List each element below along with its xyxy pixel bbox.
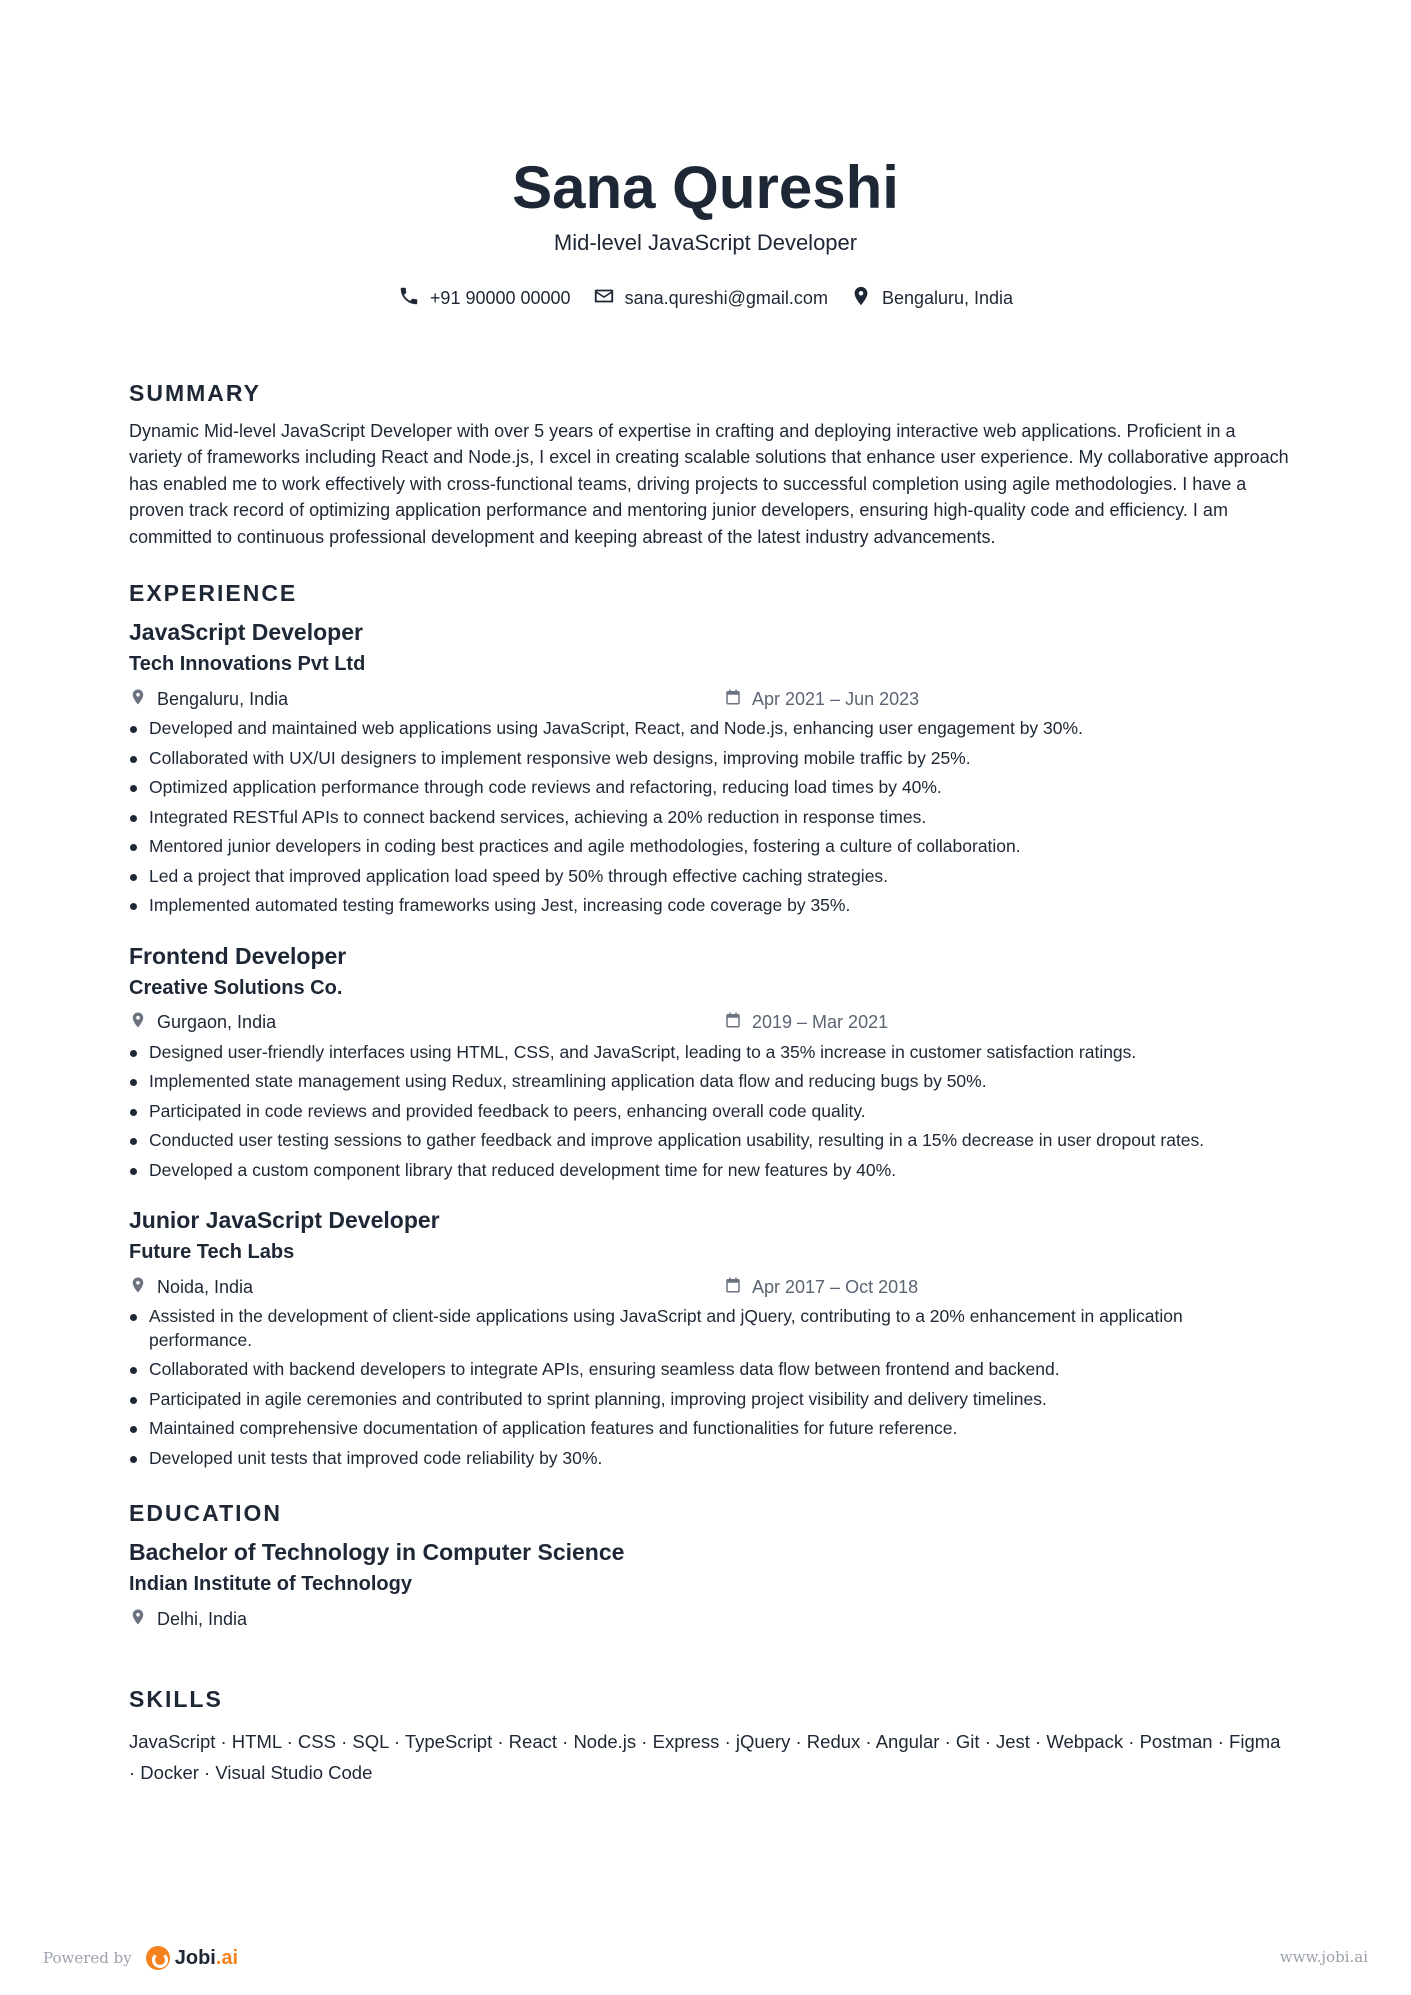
job-dates-text: Apr 2021 – Jun 2023 bbox=[752, 688, 920, 709]
job-title: Junior JavaScript Developer bbox=[129, 1207, 440, 1234]
summary-heading: SUMMARY bbox=[129, 380, 261, 406]
job-location bbox=[129, 1011, 724, 1034]
phone-icon bbox=[398, 285, 420, 312]
list-item: Collaborated with backend developers to integrate APIs, ensuring seamless data flow between frontend and backend. bbox=[129, 1358, 1289, 1382]
job-title: Frontend Developer bbox=[129, 942, 347, 969]
education-heading: EDUCATION bbox=[129, 1500, 283, 1527]
job-meta bbox=[129, 1010, 1289, 1036]
experience-section bbox=[129, 578, 1289, 1470]
job-location-text: Bengaluru, India bbox=[157, 688, 289, 709]
list-item: Participated in agile ceremonies and contributed to sprint planning, improving project visibility and delivery timelines. bbox=[129, 1388, 1289, 1412]
job-location bbox=[129, 1276, 724, 1299]
summary-text: Dynamic Mid-level JavaScript Developer with over 5 years of expertise in crafting and deploying interactive web applications. Proficient in a variety of frameworks including React and Node.js, I excel in creating scalable solutions that enhance user experience. My collaborative approach has enabled me to work effectively with cross-functional teams, driving projects to successful completion using agile methodologies. I have a proven track record of optimizing application performance and mentoring junior developers, ensuring high-quality code and efficiency. I am committed to continuous professional development and keeping abreast of the latest industry advancements. bbox=[129, 421, 1289, 547]
education-entry bbox=[129, 1536, 1289, 1632]
phone-number: +91 90000 00000 bbox=[429, 288, 571, 308]
candidate-name: Sana Qureshi bbox=[512, 154, 899, 221]
contact-email bbox=[593, 285, 828, 312]
list-item: Integrated RESTful APIs to connect backend services, achieving a 20% reduction in response times. bbox=[129, 806, 1289, 830]
summary-section bbox=[129, 378, 1289, 550]
job-meta bbox=[129, 1274, 1289, 1300]
list-item: Developed a custom component library that reduced development time for new features by 40%. bbox=[129, 1159, 1289, 1183]
education-section bbox=[129, 1498, 1289, 1632]
job-location bbox=[129, 688, 724, 711]
list-item: Developed unit tests that improved code reliability by 30%. bbox=[129, 1447, 1289, 1471]
resume-header bbox=[0, 150, 1411, 312]
job-dates bbox=[724, 688, 919, 711]
email-address: sana.qureshi@gmail.com bbox=[624, 288, 828, 308]
list-item: Collaborated with UX/UI designers to implement responsive web designs, improving mobile traffic by 25%. bbox=[129, 747, 1289, 771]
powered-by-text: Powered by bbox=[43, 1949, 132, 1967]
company-name: Creative Solutions Co. bbox=[129, 976, 343, 999]
logo-main-text: Jobi bbox=[174, 1946, 216, 1969]
contact-location bbox=[850, 285, 1013, 312]
experience-entry bbox=[129, 1204, 1289, 1470]
map-pin-icon bbox=[129, 1011, 147, 1034]
map-pin-icon bbox=[129, 1276, 147, 1299]
experience-entry bbox=[129, 940, 1289, 1183]
job-meta bbox=[129, 686, 1289, 712]
education-location bbox=[129, 1608, 724, 1631]
logo-suffix-text: .ai bbox=[215, 1946, 239, 1969]
list-item: Assisted in the development of client-side applications using JavaScript and jQuery, contributing to a 20% enhancement in application performance. bbox=[129, 1305, 1289, 1352]
list-item: Designed user-friendly interfaces using HTML, CSS, and JavaScript, leading to a 35% increase in customer satisfaction ratings. bbox=[129, 1041, 1289, 1065]
list-item: Maintained comprehensive documentation of application features and functionalities for future reference. bbox=[129, 1417, 1289, 1441]
skills-list: JavaScript · HTML · CSS · SQL · TypeScript · React · Node.js · Express · jQuery · Redux · Angular · Git · Jest · Webpack · Postman · Figma · Docker · Visual Studio Code bbox=[129, 1731, 1281, 1784]
job-dates-text: Apr 2017 – Oct 2018 bbox=[752, 1276, 919, 1297]
map-pin-icon bbox=[850, 285, 872, 312]
envelope-icon bbox=[593, 285, 615, 312]
job-bullets bbox=[129, 1305, 1289, 1470]
list-item: Implemented automated testing frameworks using Jest, increasing code coverage by 35%. bbox=[129, 894, 1289, 918]
list-item: Mentored junior developers in coding best practices and agile methodologies, fostering a culture of collaboration. bbox=[129, 835, 1289, 859]
map-pin-icon bbox=[129, 1608, 147, 1631]
list-item: Conducted user testing sessions to gather feedback and improve application usability, resulting in a 15% decrease in user dropout rates. bbox=[129, 1129, 1289, 1153]
education-location-text: Delhi, India bbox=[157, 1608, 248, 1629]
job-bullets bbox=[129, 1041, 1289, 1183]
list-item: Led a project that improved application load speed by 50% through effective caching strategies. bbox=[129, 865, 1289, 889]
calendar-icon bbox=[724, 1011, 742, 1034]
job-dates bbox=[724, 1276, 918, 1299]
location-text: Bengaluru, India bbox=[881, 288, 1014, 308]
degree-title: Bachelor of Technology in Computer Science bbox=[129, 1539, 625, 1566]
footer-website-link[interactable]: www.jobi.ai bbox=[1279, 1948, 1368, 1966]
footer-branding bbox=[43, 1946, 238, 1970]
list-item: Implemented state management using Redux, streamlining application data flow and reducing bugs by 50%. bbox=[129, 1070, 1289, 1094]
jobi-logo[interactable] bbox=[146, 1946, 238, 1970]
job-location-text: Noida, India bbox=[157, 1276, 254, 1297]
list-item: Developed and maintained web applications using JavaScript, React, and Node.js, enhancing user engagement by 30%. bbox=[129, 717, 1289, 741]
job-title: JavaScript Developer bbox=[129, 619, 363, 646]
skills-heading: SKILLS bbox=[129, 1686, 223, 1713]
job-location-text: Gurgaon, India bbox=[157, 1012, 277, 1033]
calendar-icon bbox=[724, 1276, 742, 1299]
job-bullets bbox=[129, 717, 1289, 918]
job-dates bbox=[724, 1011, 888, 1034]
job-dates-text: 2019 – Mar 2021 bbox=[752, 1012, 889, 1033]
candidate-title: Mid-level JavaScript Developer bbox=[553, 230, 858, 255]
resume-body bbox=[129, 378, 1289, 1788]
school-name: Indian Institute of Technology bbox=[129, 1573, 412, 1596]
map-pin-icon bbox=[129, 688, 147, 711]
company-name: Tech Innovations Pvt Ltd bbox=[129, 653, 366, 676]
list-item: Participated in code reviews and provided feedback to peers, enhancing overall code quality. bbox=[129, 1100, 1289, 1124]
company-name: Future Tech Labs bbox=[129, 1241, 295, 1264]
experience-entry bbox=[129, 616, 1289, 918]
contact-bar bbox=[0, 285, 1411, 312]
experience-heading: EXPERIENCE bbox=[129, 580, 298, 607]
jobi-logo-icon bbox=[146, 1946, 170, 1970]
list-item: Optimized application performance through code reviews and refactoring, reducing load times by 40%. bbox=[129, 776, 1289, 800]
education-meta bbox=[129, 1606, 1289, 1632]
contact-phone bbox=[398, 285, 571, 312]
skills-section bbox=[129, 1684, 1289, 1788]
calendar-icon bbox=[724, 688, 742, 711]
